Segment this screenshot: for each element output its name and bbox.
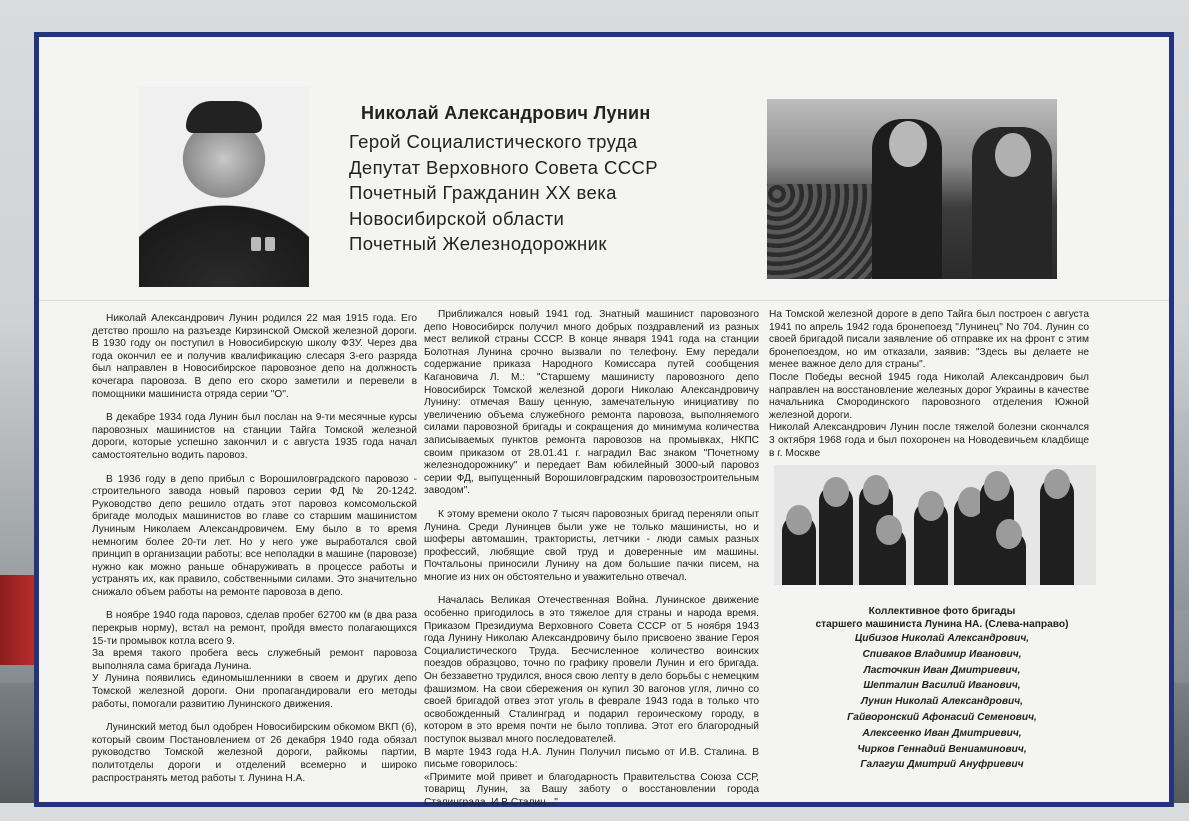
portrait-photo	[139, 87, 309, 287]
face-left	[889, 121, 927, 167]
caption-member: Чирков Геннадий Вениаминович,	[857, 743, 1027, 755]
title-line: Герой Социалистического труда	[349, 131, 638, 152]
caption-member: Гайворонский Афонасий Семенович,	[847, 711, 1037, 723]
title-line: Депутат Верховного Совета СССР	[349, 156, 659, 178]
caption-member: Цибизов Николай Александрович,	[854, 633, 1030, 644]
brigade-face	[984, 471, 1010, 501]
paragraph: В ноябре 1940 года паровоз, сделав пробег 62700 км (в два раза перекрыв норму), встал на ремонт, пройдя вместо полагающихся 15-ти промывок котла всего 9. За время такого пробега весь служебный ремонт паровоза выполняла сама бригада Лунина. У Лунина появились единомышленники в своем и других депо Томской железной дороги. Они пропагандировали его методы работы, помогали развитию Лунинского движения.	[92, 610, 417, 710]
paragraph: Николай Александрович Лунин после тяжелой болезни скончался 3 октября 1968 года и был похоронен на Новодевичьем кладбище в г. Москве	[769, 422, 1089, 459]
memorial-board	[34, 32, 1174, 807]
brigade-face	[996, 519, 1022, 549]
caption-member: Алексеенко Иван Дмитриевич,	[862, 727, 1022, 739]
paragraph: После Победы весной 1945 года Николай Александрович был направлен на восстановление железных дорог Украины в качестве начальника Смородинского паровозного отделения Южной железной дороги.	[769, 371, 1089, 421]
person-name: Николай Александрович Лунин	[361, 103, 651, 123]
face-right	[995, 133, 1031, 177]
medal-icon	[265, 237, 275, 251]
paragraph: Приближался новый 1941 год. Знатный машинист паровозного депо Новосибирск получил много добрых поздравлений из разных мест великой страны СССР. В конце января 1941 года на станции Болотная Лунина срочно вызвали по телефону. Ему передали содержание приказа Народного Комиссара путей сообщения Кагановича Л. М.: "Старшему машинисту паровозного депо Новосибирск Томской железной дороги Николаю Александровичу Лунину: отмечая Вашу ценную, замечательную инициативу по увеличению объема служебного ремонта паровоза, выполняемого силами паровозной бригады и сокращения до минимума количества записываемых пунктов ремонта паровозов на промывках, НКПС своим приказом от 28.01.41 г. наградил Вас знаком "Почетному железнодорожнику" и передает Вам юбилейный 3000-ый паровоз серии ФД, выпущенный Ворошиловградским паровозостроительным заводом".	[424, 309, 759, 497]
caption-member: Лунин Николай Александрович,	[861, 696, 1023, 708]
text-column-3	[769, 309, 1089, 460]
paragraph: Лунинский метод был одобрен Новосибирским обкомом ВКП (б), который своим Постановлением от 26 декабря 1940 года обязал руководство Томской железной дороги, райкомы партии, политотделы дороги и отделений всемерно и широко распространять метод работы т. Лунина Н.А.	[92, 722, 417, 784]
brigade-face	[918, 491, 944, 521]
heading-block	[349, 103, 749, 257]
medal-icon	[251, 237, 261, 251]
title-line: Новосибирской области	[349, 207, 565, 229]
paragraph: Началась Великая Отечественная Война. Лунинское движение особенно пригодилось в это тяжелое для страны и народа время. Приказом Президиума Верховного Совета СССР от 5 ноября 1943 года Лунину Николаю Александровичу было присвоено звание Героя Социалистического Труда. Бесчисленное количество воинских поездов образцово, точно по графику провели Лунин и его бригада. Он беззаветно трудился, внося свою лепту в дело борьбы с немецким фашизмом. На свои сбережения он купил 30 вагонов угля, лично со своей бригадой отвез этот уголь в феврале 1943 года в только что освобожденный Сталинград и подарил героическому городу, в котором в это время почти не было топлива. Этот его благородный поступок вызвал много последователей. В марте 1943 года Н.А. Лунин Получил письмо от И.В. Сталина. В письме говорилось: «Примите мой привет и благодарность Правительства Союза ССР, товарищ Лунин, за Вашу заботу о восстановлении города Сталинграда. И.В.Сталин..."	[424, 595, 759, 808]
text-column-2	[424, 309, 759, 821]
caption-member: Ласточкин Иван Дмитриевич,	[863, 664, 1021, 676]
paragraph: В 1936 году в депо прибыл с Ворошиловградского паровозо - строительного завода новый паровоз серии ФД № 20-1242. Руководство депо решило отдать этот паровоз комсомольской бригаде молодых машинистов во главе со старшим машинистом Луниным Николаем Александровичем. Ему было в то время немногим более 20-ти лет. Но у него уже выработался свой принцип в организации работы: все неполадки в машине (паровозе) нужно как можно раньше обнаруживать в процессе работы и устранять их, как правило, собственными силами. Это значительно снижало объем работы на ремонте паровоза в депо.	[92, 473, 417, 598]
brigade-face	[1044, 469, 1070, 499]
brigade-photo	[774, 465, 1096, 585]
title-line: Почетный Гражданин XX века	[349, 182, 617, 203]
caption-member: Галагуш Дмитрий Ануфриевич	[860, 759, 1024, 771]
brigade-caption	[807, 606, 1077, 773]
paragraph: В декабре 1934 года Лунин был послан на 9-ти месячные курсы паровозных машинистов на станции Тайга Томской железной дороги, которые успешно закончил и с августа 1935 года начал самостоятельно водить паровоз.	[92, 412, 417, 461]
brigade-face	[876, 515, 902, 545]
caption-title: Коллективное фото бригады	[868, 606, 1016, 617]
caption-member: Шепталин Василий Иванович,	[863, 680, 1021, 692]
paragraph: Николай Александрович Лунин родился 22 мая 1915 года. Его детство прошло на разъезде Кирзинской Омской железной дороги. В 1930 году он поступил в Новосибирскую школу ФЗУ. Через два года окончил ее и получив квалификацию слесаря 3-его разряда был направлен в Новосибирское паровозное депо на должность кочегара паровоза. В депо его скоро заметили и перевели в помощники машиниста отряда серии "О".	[92, 313, 417, 400]
brigade-face	[786, 505, 812, 535]
portrait-hair	[186, 101, 262, 133]
caption-title: старшего машиниста Лунина НА. (Слева-направо)	[815, 618, 1069, 630]
paragraph: На Томской железной дороге в депо Тайга был построен с августа 1941 по апрель 1942 года бронепоезд "Лунинец" No 704. Лунин со своей бригадой писали заявление об отправке их на фронт с этим бронепоездом, но им отказали, заявив: "Здесь вы делаете не менее важное дело для страны".	[769, 309, 1089, 371]
brigade-face	[863, 475, 889, 505]
crowd	[767, 184, 877, 279]
paragraph: К этому времени около 7 тысяч паровозных бригад переняли опыт Лунина. Среди Лунинцев были уже не только машинисты, но и шоферы автомашин, трактористы, летчики - люди самых разных профессий, любящие свой труд и доверенные им машины. Почтальоны приносили Лунину на дом большие пачки писем, на многие из них он обстоятельно и уважительно отвечал.	[424, 508, 759, 583]
divider	[39, 300, 1169, 301]
text-column-1	[92, 313, 417, 796]
rally-photo	[767, 99, 1057, 279]
title-line: Почетный Железнодорожник	[349, 233, 607, 254]
caption-member: Спиваков Владимир Иванович,	[862, 648, 1022, 660]
brigade-face	[823, 477, 849, 507]
